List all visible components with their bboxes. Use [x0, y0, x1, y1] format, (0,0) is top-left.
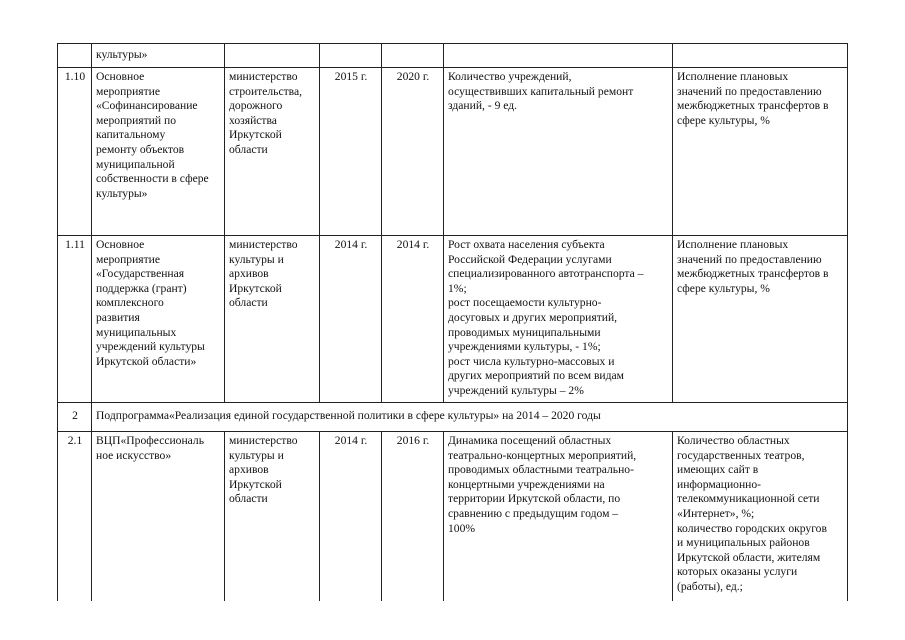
executor: [225, 44, 320, 68]
table-row: [58, 44, 848, 68]
activity-name: Основное мероприятие «Государственная поддержка (грант) комплексного развития муниципальных учреждений культуры Иркутской области»: [92, 236, 225, 403]
activity-name: Основное мероприятие «Софинансирование мероприятий по капитальному ремонту объектов муниципальной собственности в сфере культуры»: [92, 68, 225, 236]
activity-name: культуры»: [92, 44, 225, 68]
target-indicator: [673, 44, 848, 68]
end-year: 2020 г.: [382, 68, 444, 236]
executor: министерство строительства, дорожного хозяйства Иркутской области: [225, 68, 320, 236]
program-activities-table: [57, 43, 848, 601]
table-row: [58, 68, 848, 236]
end-year: [382, 44, 444, 68]
subprogram-number: 2: [58, 403, 92, 432]
target-indicator: Количество областных государственных театров, имеющих сайт в информационно- телекоммуникационной сети «Интернет», %; количество городских округов и муниципальных районов Иркутской области, жителям которых оказаны услуги (работы), ед.;: [673, 432, 848, 602]
executor: министерство культуры и архивов Иркутской области: [225, 432, 320, 602]
activity-name: ВЦП«Профессиональ ное искусство»: [92, 432, 225, 602]
target-indicator: Исполнение плановых значений по предоставлению межбюджетных трансфертов в сфере культуры, %: [673, 236, 848, 403]
start-year: 2015 г.: [320, 68, 382, 236]
start-year: 2014 г.: [320, 236, 382, 403]
table-row: [58, 236, 848, 403]
end-year: 2014 г.: [382, 236, 444, 403]
subprogram-row: [58, 403, 848, 432]
row-number: 1.10: [58, 68, 92, 236]
subprogram-title: Подпрограмма«Реализация единой государственной политики в сфере культуры» на 2014 – 2020 годы: [92, 403, 848, 432]
expected-result: Рост охвата населения субъекта Российской Федерации услугами специализированного автотранспорта – 1%; рост посещаемости культурно- досуговых и других мероприятий, проводимых муниципальными учреждениями культуры, - 1%; рост числа культурно-массовых и других мероприятий по всем видам учреждений культуры – 2%: [444, 236, 673, 403]
table-row: [58, 432, 848, 602]
executor: министерство культуры и архивов Иркутской области: [225, 236, 320, 403]
row-number: 2.1: [58, 432, 92, 602]
row-number: 1.11: [58, 236, 92, 403]
target-indicator: Исполнение плановых значений по предоставлению межбюджетных трансфертов в сфере культуры, %: [673, 68, 848, 236]
start-year: [320, 44, 382, 68]
expected-result: Количество учреждений, осуществивших капитальный ремонт зданий, - 9 ед.: [444, 68, 673, 236]
expected-result: Динамика посещений областных театрально-концертных мероприятий, проводимых областными театрально- концертными учреждениями на территории Иркутской области, по сравнению с предыдущим годом – 100%: [444, 432, 673, 602]
start-year: 2014 г.: [320, 432, 382, 602]
expected-result: [444, 44, 673, 68]
end-year: 2016 г.: [382, 432, 444, 602]
row-number: [58, 44, 92, 68]
